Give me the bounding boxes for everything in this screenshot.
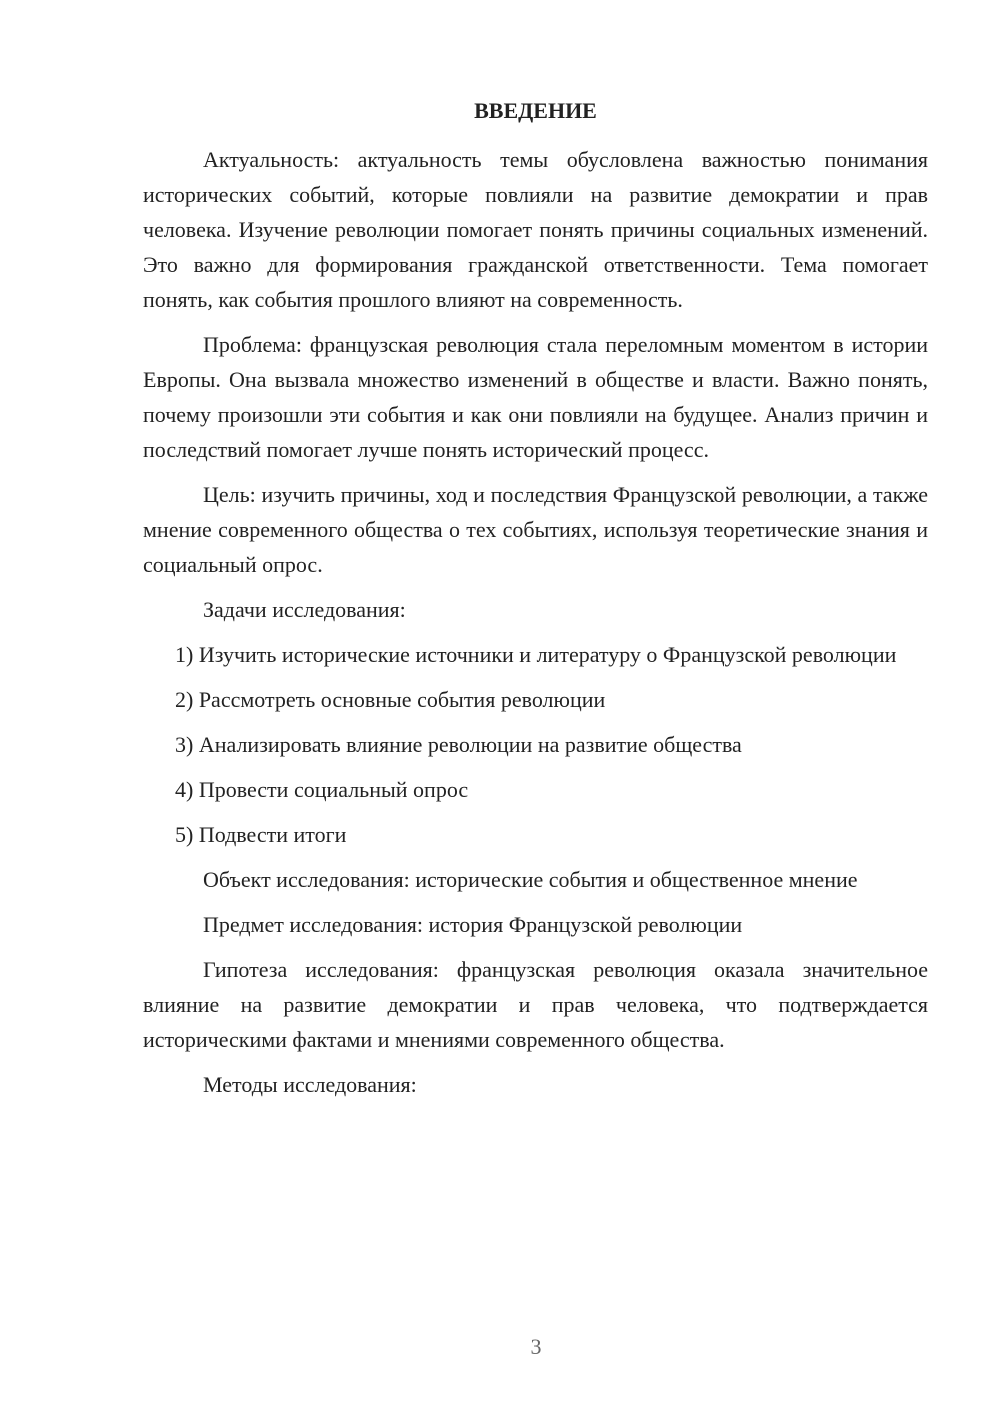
goal-paragraph: Цель: изучить причины, ход и последствия Французской революции, а также мнение современного общества о тех событиях, используя теоретические знания и социальный опрос. — [143, 482, 928, 577]
task-item: 3) Анализировать влияние революции на развитие общества — [175, 732, 742, 757]
methods-heading: Методы исследования: — [203, 1072, 417, 1097]
problem-paragraph: Проблема: французская революция стала переломным моментом в истории Европы. Она вызвала множество изменений в обществе и власти. Важно понять, почему произошли эти события и как они повлияли на будущее. Анализ причин и последствий помогает лучше понять исторический процесс. — [143, 332, 928, 462]
page-title: ВВЕДЕНИЕ — [474, 98, 597, 123]
task-item: 2) Рассмотреть основные события революции — [175, 687, 606, 712]
relevance-paragraph: Актуальность: актуальность темы обусловлена важностью понимания исторических событий, которые повлияли на развитие демократии и прав человека. Изучение революции помогает понять причины социальных изменений. Это важно для формирования гражданской ответственности. Тема помогает понять, как события прошлого влияют на современность. — [143, 147, 928, 312]
hypothesis-paragraph: Гипотеза исследования: французская революция оказала значительное влияние на развитие демократии и прав человека, что подтверждается историческими фактами и мнениями современного общества. — [143, 957, 928, 1052]
page-number: 3 — [530, 1334, 542, 1359]
task-item: 4) Провести социальный опрос — [175, 777, 469, 802]
tasks-heading: Задачи исследования: — [203, 597, 406, 622]
task-item: 5) Подвести итоги — [175, 822, 347, 847]
task-item: 1) Изучить исторические источники и литературу о Французской революции — [175, 642, 897, 667]
object-paragraph: Объект исследования: исторические события и общественное мнение — [203, 867, 858, 892]
subject-paragraph: Предмет исследования: история Французской революции — [203, 912, 743, 937]
page-content — [143, 96, 928, 1112]
